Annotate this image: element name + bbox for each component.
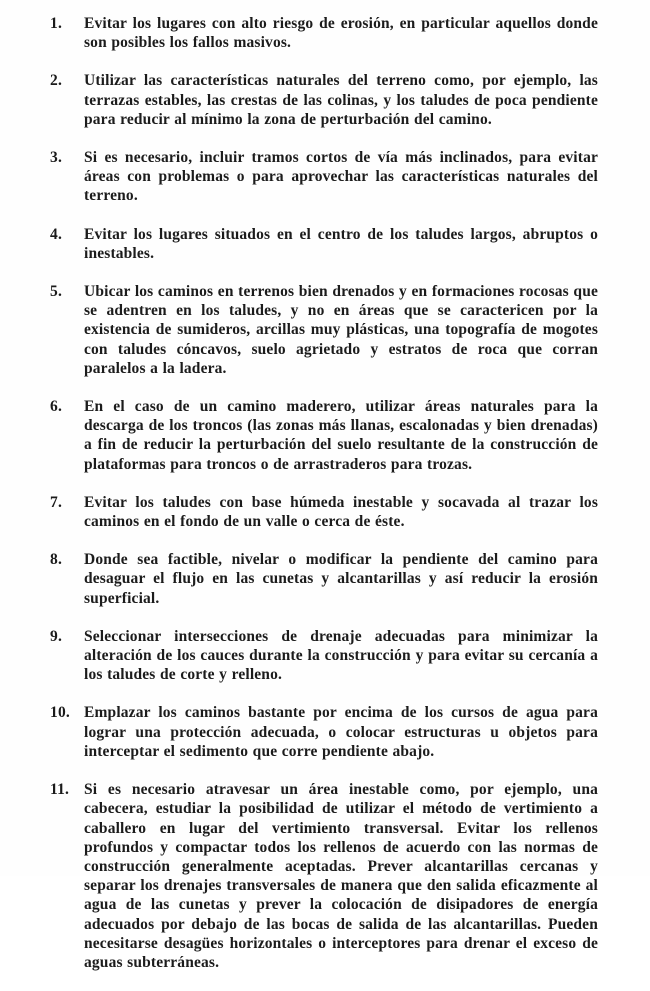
list-item-8	[50, 550, 598, 608]
item-text: Donde sea factible, nivelar o modificar la pendiente del camino para desaguar el flujo en las cunetas y alcantarillas y así reducir la erosión superficial.	[84, 551, 598, 607]
item-text: Evitar los lugares situados en el centro de los taludes largos, abruptos o inestables.	[84, 225, 598, 262]
item-number: 2.	[50, 72, 63, 90]
item-number: 6.	[50, 398, 63, 416]
list-item-11	[50, 780, 598, 972]
list-item-6	[50, 397, 598, 474]
item-text: Si es necesario atravesar un área inestable como, por ejemplo, una cabecera, estudiar la posibilidad de utilizar el método de vertimiento a caballero en lugar del vertimiento transversal. Evitar los rellenos profundos y compactar todos los rellenos de acuerdo con las normas de construcción generalmente aceptadas. Prever alcantarillas cercanas y separar los drenajes transversales de manera que den salida eficazmente al agua de las cunetas y prever la colocación de disipadores de energía adecuados por debajo de las bocas de salida de las alcantarillas. Pueden necesitarse desagües horizontales o interceptores para drenar el exceso de aguas subterráneas.	[84, 781, 598, 971]
item-text: Si es necesario, incluir tramos cortos de vía más inclinados, para evitar áreas con problemas o para aprovechar las características naturales del terreno.	[84, 149, 598, 205]
list-item-10	[50, 703, 598, 761]
item-number: 4.	[50, 225, 63, 243]
list-item-4	[50, 225, 598, 263]
item-text: En el caso de un camino maderero, utilizar áreas naturales para la descarga de los troncos (las zonas más llanas, escalonadas y bien drenadas) a fin de reducir la perturbación del suelo resultante de la construcción de plataformas para troncos o de arrastraderos para trozas.	[84, 398, 598, 473]
item-number: 5.	[50, 283, 63, 301]
list-item-3	[50, 148, 598, 206]
item-number: 9.	[50, 627, 63, 645]
item-number: 10.	[50, 704, 70, 722]
item-number: 1.	[50, 15, 63, 32]
item-text: Emplazar los caminos bastante por encima de los cursos de agua para lograr una protección adecuada, o colocar estructuras u objetos para interceptar el sedimento que corre pendiente abajo.	[84, 704, 598, 760]
item-text: Seleccionar intersecciones de drenaje adecuadas para minimizar la alteración de los cauces durante la construcción y para evitar su cercanía a los taludes de corte y relleno.	[84, 627, 598, 684]
item-text: Ubicar los caminos en terrenos bien drenados y en formaciones rocosas que se adentren en los taludes, y no en áreas que se caractericen por la existencia de sumideros, arcillas muy plásticas, una topografía de mogotes con taludes cóncavos, suelo agrietado y estratos de roca que corran paralelos a la ladera.	[84, 283, 598, 377]
list-item-9	[50, 627, 598, 685]
list-item-5	[50, 282, 598, 378]
item-text: Evitar los lugares con alto riesgo de erosión, en particular aquellos donde son posibles los fallos masivos.	[84, 15, 598, 52]
list-item-1	[50, 14, 598, 52]
item-text: Evitar los taludes con base húmeda inestable y socavada al trazar los caminos en el fondo de un valle o cerca de éste.	[84, 493, 598, 531]
list-item-7	[50, 493, 598, 531]
guidelines-list	[50, 14, 598, 991]
item-number: 11.	[50, 781, 70, 799]
item-number: 3.	[50, 149, 63, 167]
item-number: 8.	[50, 551, 63, 569]
item-text: Utilizar las características naturales del terreno como, por ejemplo, las terrazas estables, las crestas de las colinas, y los taludes de poca pendiente para reducir al mínimo la zona de perturbación del camino.	[84, 72, 598, 128]
item-number: 7.	[50, 493, 63, 511]
list-item-2	[50, 71, 598, 129]
